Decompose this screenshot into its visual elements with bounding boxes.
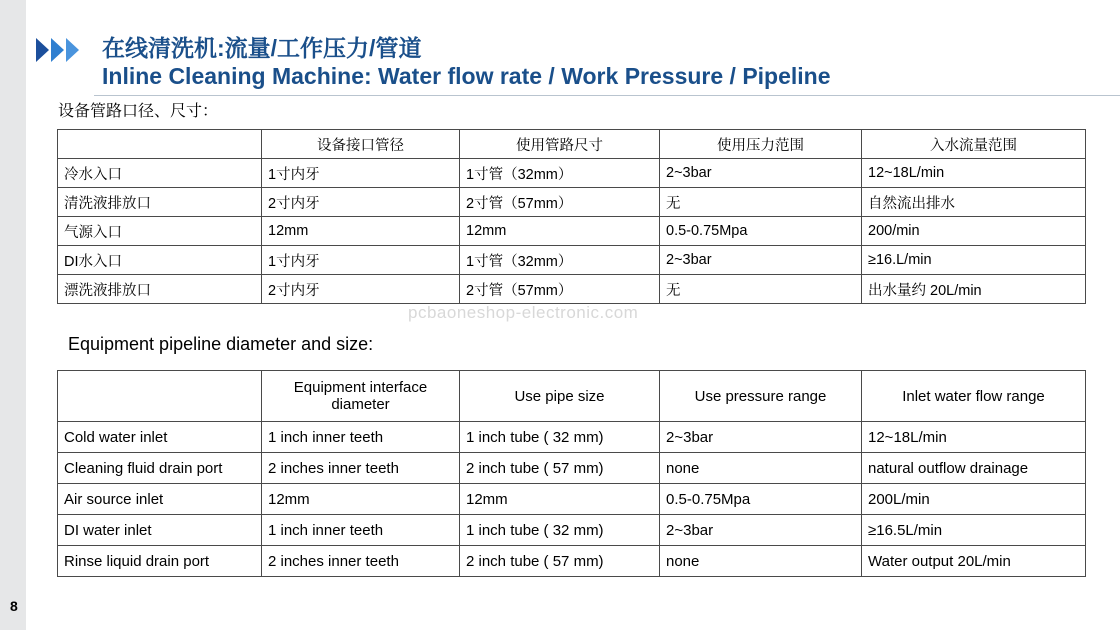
table-row bbox=[58, 515, 1086, 546]
table-header-cell bbox=[58, 371, 262, 422]
table-cell: Rinse liquid drain port bbox=[58, 546, 262, 577]
table-cell: 冷水入口 bbox=[58, 159, 262, 188]
table-cell: 出水量约 20L/min bbox=[862, 275, 1086, 304]
table-cell: DI water inlet bbox=[58, 515, 262, 546]
table-cell: none bbox=[660, 546, 862, 577]
chevron-right-icon bbox=[36, 38, 92, 62]
table-row bbox=[58, 217, 1086, 246]
table-cell: DI水入口 bbox=[58, 246, 262, 275]
table-cell: 2寸内牙 bbox=[262, 188, 460, 217]
table-cell: Water output 20L/min bbox=[862, 546, 1086, 577]
table-row bbox=[58, 422, 1086, 453]
table-cell: 12mm bbox=[262, 217, 460, 246]
table-cell: 2 inches inner teeth bbox=[262, 546, 460, 577]
table-header-cell: Use pressure range bbox=[660, 371, 862, 422]
slide-header bbox=[36, 16, 1086, 89]
table-cell: 2~3bar bbox=[660, 246, 862, 275]
table-cell: 12mm bbox=[460, 484, 660, 515]
pipeline-spec-table-en bbox=[57, 370, 1086, 577]
table-cell: natural outflow drainage bbox=[862, 453, 1086, 484]
table-cell: 200/min bbox=[862, 217, 1086, 246]
table-cell: 0.5-0.75Mpa bbox=[660, 484, 862, 515]
table-cell: 200L/min bbox=[862, 484, 1086, 515]
table-cell: 气源入口 bbox=[58, 217, 262, 246]
table-cell: 12mm bbox=[262, 484, 460, 515]
page-title-cn: 在线清洗机:流量/工作压力/管道 bbox=[102, 35, 422, 61]
table-cell: 0.5-0.75Mpa bbox=[660, 217, 862, 246]
section-label-en: Equipment pipeline diameter and size: bbox=[68, 334, 374, 354]
table-cell: 12~18L/min bbox=[862, 422, 1086, 453]
table-cell: 12mm bbox=[460, 217, 660, 246]
table-row bbox=[58, 246, 1086, 275]
table-header-cell: 使用管路尺寸 bbox=[460, 130, 660, 159]
table-header-cell: Inlet water flow range bbox=[862, 371, 1086, 422]
table-cell: 无 bbox=[660, 188, 862, 217]
table-cell: 1寸内牙 bbox=[262, 246, 460, 275]
table-cell: 2寸内牙 bbox=[262, 275, 460, 304]
table-cell: 2 inch tube ( 57 mm) bbox=[460, 453, 660, 484]
table-header-row bbox=[58, 371, 1086, 422]
page-number: 8 bbox=[10, 598, 18, 614]
section-label-cn: 设备管路口径、尺寸： bbox=[58, 103, 219, 120]
table-header-cell bbox=[58, 130, 262, 159]
table-cell: Air source inlet bbox=[58, 484, 262, 515]
table-header-row bbox=[58, 130, 1086, 159]
left-accent-bar bbox=[0, 0, 26, 630]
table-cell: 1 inch tube ( 32 mm) bbox=[460, 515, 660, 546]
table-row bbox=[58, 453, 1086, 484]
table-cell: Cleaning fluid drain port bbox=[58, 453, 262, 484]
table-cell: ≥16.L/min bbox=[862, 246, 1086, 275]
table-cell: 2 inch tube ( 57 mm) bbox=[460, 546, 660, 577]
table-cell: 2 inches inner teeth bbox=[262, 453, 460, 484]
table-cell: 12~18L/min bbox=[862, 159, 1086, 188]
table-header-cell: 使用压力范围 bbox=[660, 130, 862, 159]
table-cell: 2寸管（57mm） bbox=[460, 275, 660, 304]
table-header-cell: 入水流量范围 bbox=[862, 130, 1086, 159]
table-cell: 2寸管（57mm） bbox=[460, 188, 660, 217]
title-divider bbox=[94, 95, 1120, 96]
pipeline-spec-table-cn bbox=[57, 129, 1086, 304]
table-header-cell: Use pipe size bbox=[460, 371, 660, 422]
table-cell: 漂洗液排放口 bbox=[58, 275, 262, 304]
table-cell: 1 inch inner teeth bbox=[262, 515, 460, 546]
table-header-cell: Equipment interface diameter bbox=[262, 371, 460, 422]
page-title-en: Inline Cleaning Machine: Water flow rate / Work Pressure / Pipeline bbox=[102, 63, 831, 89]
table-row bbox=[58, 546, 1086, 577]
table-row bbox=[58, 484, 1086, 515]
table-cell: 2~3bar bbox=[660, 422, 862, 453]
table-cell: 1 inch inner teeth bbox=[262, 422, 460, 453]
table-cell: ≥16.5L/min bbox=[862, 515, 1086, 546]
table-cell: 1寸管（32mm） bbox=[460, 246, 660, 275]
watermark: pcbaoneshop-electronic.com bbox=[408, 303, 639, 322]
table-cell: 1 inch tube ( 32 mm) bbox=[460, 422, 660, 453]
table-cell: 清洗液排放口 bbox=[58, 188, 262, 217]
table-cell: 1寸管（32mm） bbox=[460, 159, 660, 188]
table-cell: 1寸内牙 bbox=[262, 159, 460, 188]
table-cell: 自然流出排水 bbox=[862, 188, 1086, 217]
table-cell: 无 bbox=[660, 275, 862, 304]
table-row bbox=[58, 275, 1086, 304]
table-cell: Cold water inlet bbox=[58, 422, 262, 453]
table-cell: 2~3bar bbox=[660, 515, 862, 546]
table-cell: none bbox=[660, 453, 862, 484]
table-row bbox=[58, 159, 1086, 188]
table-cell: 2~3bar bbox=[660, 159, 862, 188]
table-row bbox=[58, 188, 1086, 217]
table-header-cell: 设备接口管径 bbox=[262, 130, 460, 159]
